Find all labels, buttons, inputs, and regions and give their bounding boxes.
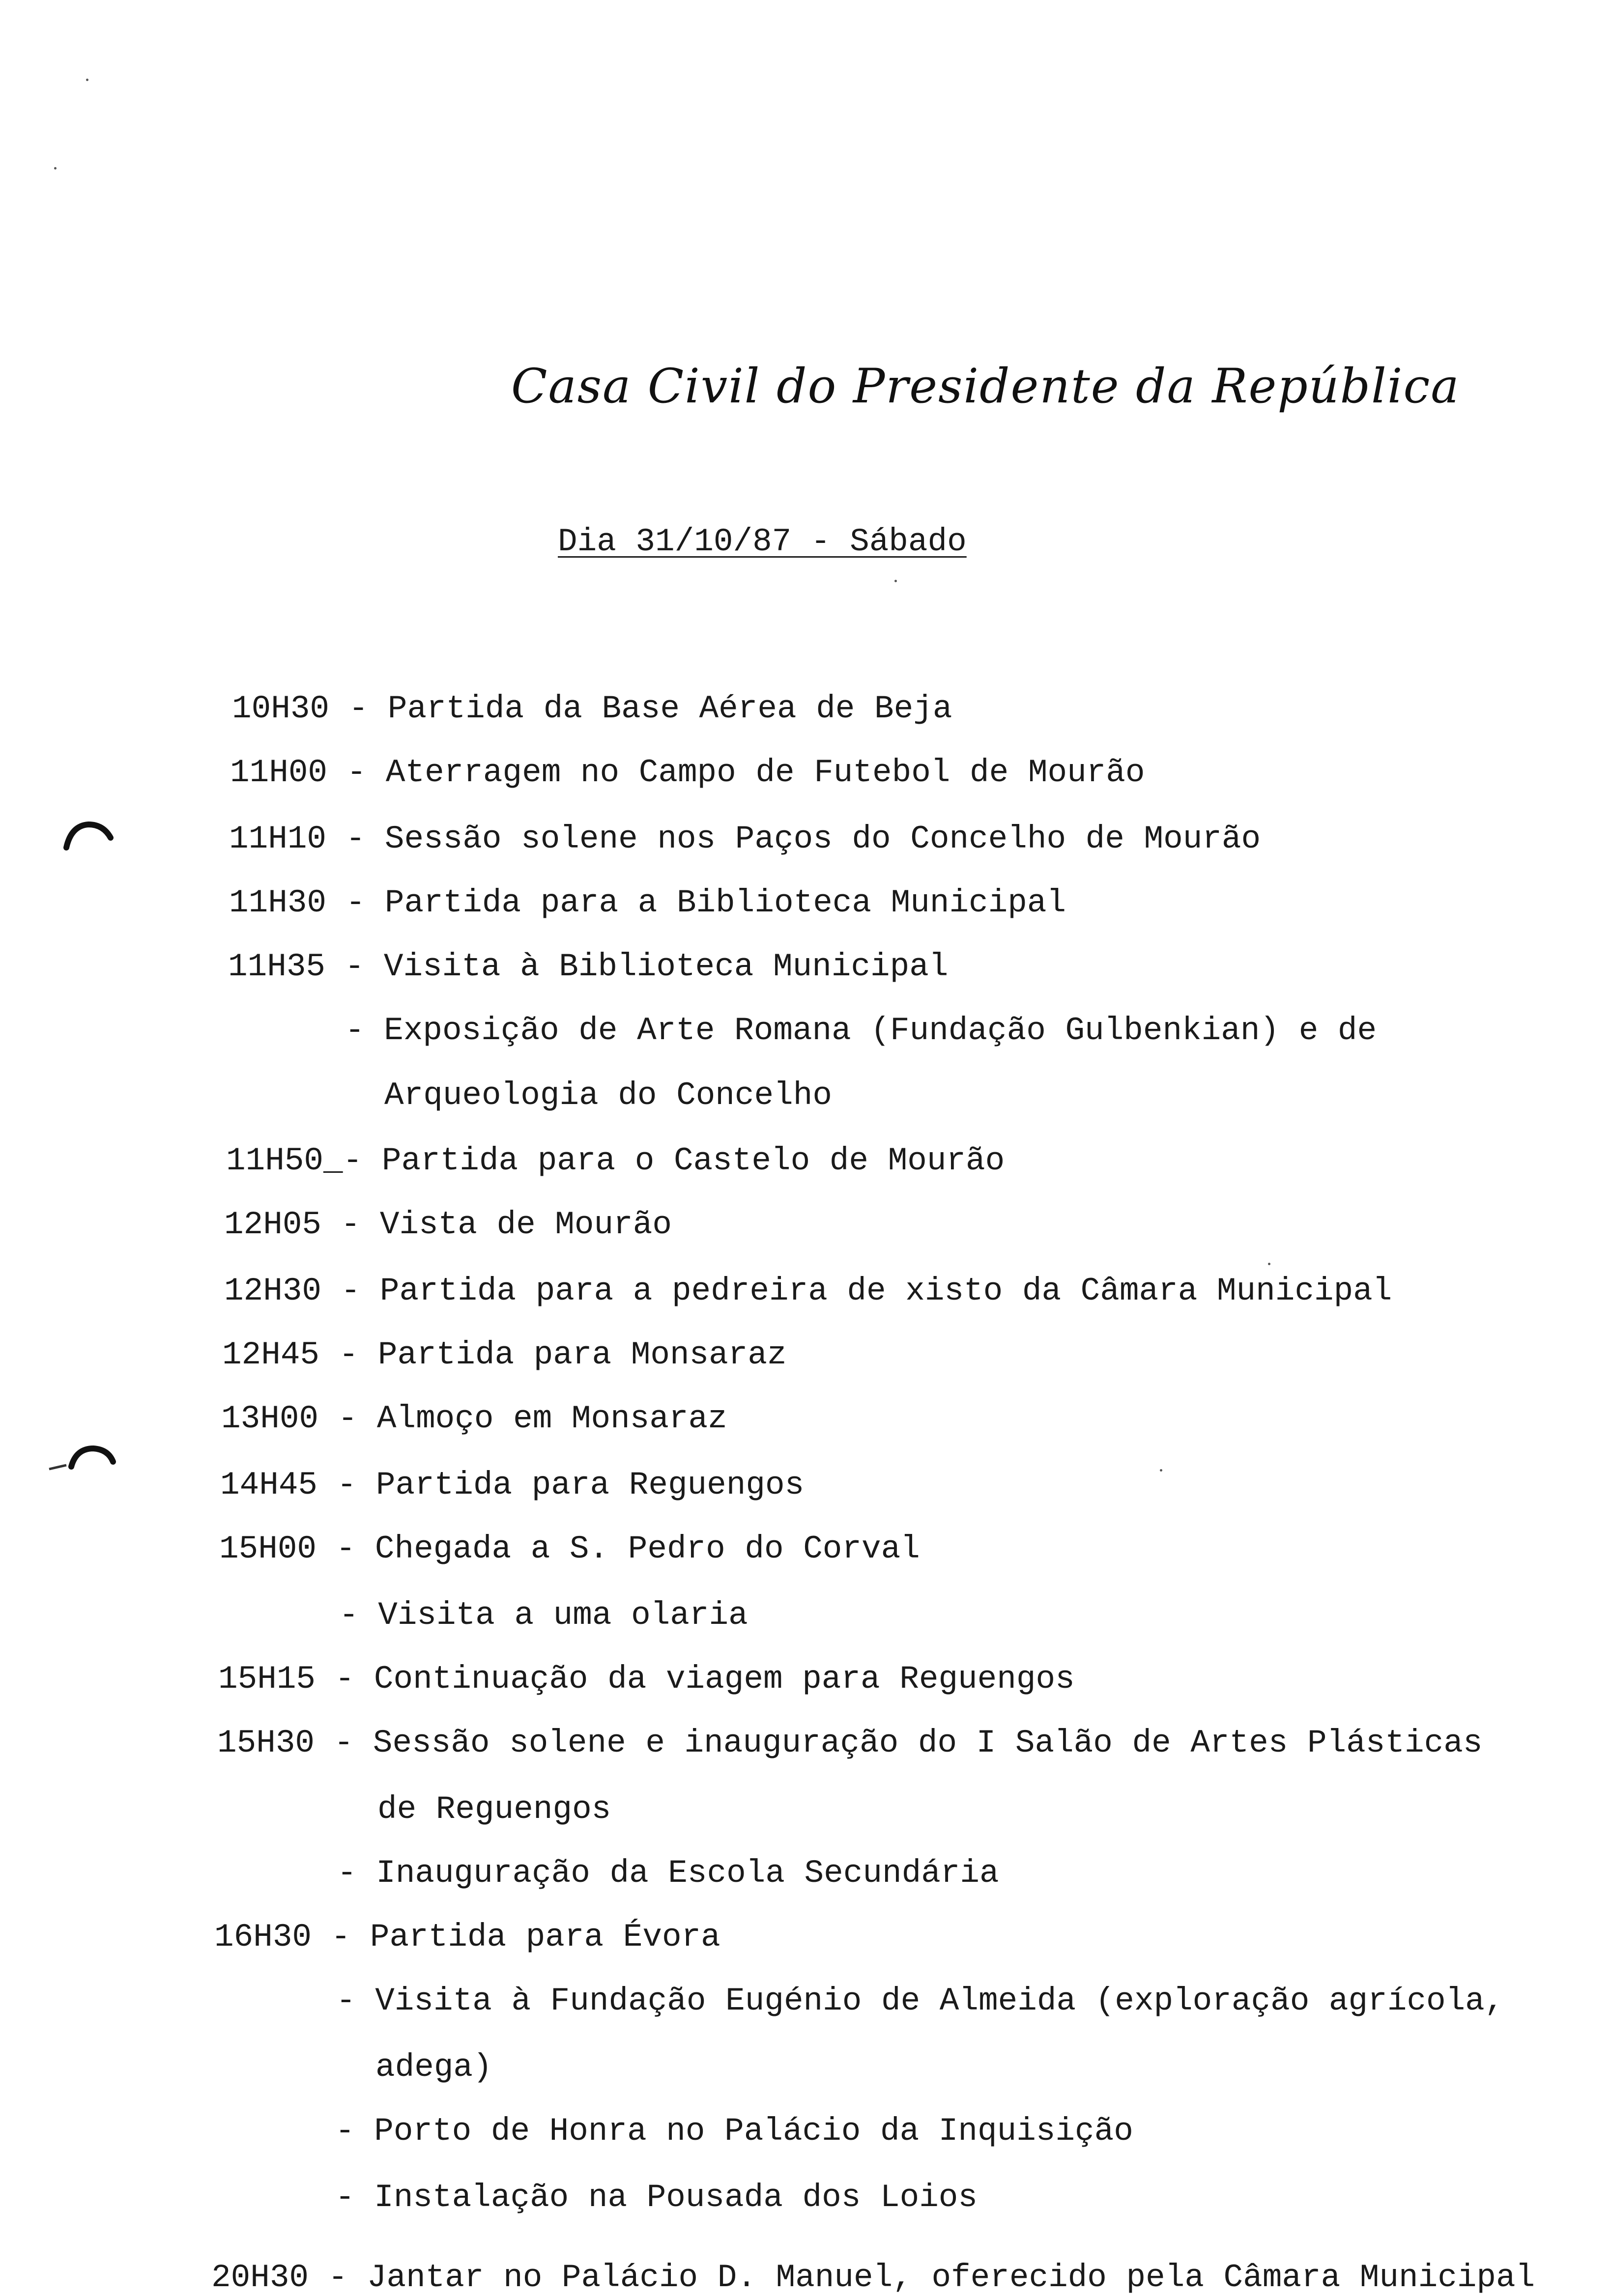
schedule-line: 11H50_- Partida para o Castelo de Mourão xyxy=(226,1142,1005,1179)
schedule-line: 15H30 - Sessão solene e inauguração do I Salão de Artes Plásticas xyxy=(217,1725,1483,1761)
scan-speck xyxy=(1160,1469,1162,1472)
schedule-line: 10H30 - Partida da Base Aérea de Beja xyxy=(232,690,952,727)
scan-speck xyxy=(86,79,88,81)
schedule-line: Arqueologia do Concelho xyxy=(384,1077,832,1114)
scan-speck xyxy=(54,167,57,170)
schedule-line: - Visita à Fundação Eugénio de Almeida (exploração agrícola, xyxy=(336,1983,1504,2019)
schedule-line: - Instalação na Pousada dos Loios xyxy=(335,2179,978,2216)
schedule-line: 14H45 - Partida para Reguengos xyxy=(220,1467,805,1503)
date-heading: Dia 31/10/87 - Sábado xyxy=(558,523,967,560)
schedule-line: - Porto de Honra no Palácio da Inquisição xyxy=(335,2113,1133,2150)
schedule-line: 16H30 - Partida para Évora xyxy=(214,1919,720,1956)
schedule-line: 12H45 - Partida para Monsaraz xyxy=(222,1336,787,1373)
scan-speck xyxy=(1268,1263,1270,1265)
schedule-line: de Reguengos xyxy=(377,1791,611,1828)
schedule-line: 12H30 - Partida para a pedreira de xisto da Câmara Municipal xyxy=(224,1273,1392,1309)
schedule-line: 11H00 - Aterragem no Campo de Futebol de Mourão xyxy=(230,754,1145,791)
punch-hole-mark xyxy=(59,811,118,870)
schedule-line: 11H10 - Sessão solene nos Paços do Concelho de Mourão xyxy=(229,821,1261,857)
punch-hole-mark xyxy=(44,1435,123,1494)
letterhead: Casa Civil do Presidente da República xyxy=(511,359,1460,414)
schedule-line: - Exposição de Arte Romana (Fundação Gulbenkian) e de xyxy=(345,1012,1377,1049)
schedule-line: - Visita a uma olaria xyxy=(339,1597,748,1634)
schedule-line: 15H00 - Chegada a S. Pedro do Corval xyxy=(219,1531,920,1567)
schedule-line: 12H05 - Vista de Mourão xyxy=(224,1206,672,1243)
schedule-line: 11H30 - Partida para a Biblioteca Municipal xyxy=(229,884,1066,921)
schedule-line: - Inauguração da Escola Secundária xyxy=(337,1855,999,1892)
schedule-line: 13H00 - Almoço em Monsaraz xyxy=(221,1400,727,1437)
schedule-line: adega) xyxy=(375,2049,492,2086)
scan-speck xyxy=(894,580,897,582)
schedule-line: 11H35 - Visita à Biblioteca Municipal xyxy=(228,948,949,985)
schedule-line: 20H30 - Jantar no Palácio D. Manuel, oferecido pela Câmara Municipal xyxy=(211,2259,1535,2296)
schedule-line: 15H15 - Continuação da viagem para Reguengos xyxy=(218,1661,1075,1698)
